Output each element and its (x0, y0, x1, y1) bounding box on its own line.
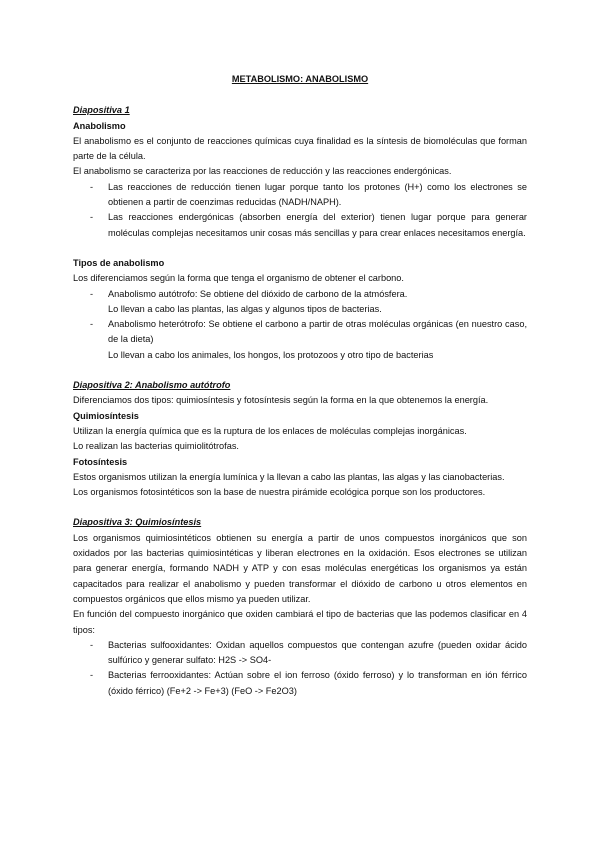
bullet-list (73, 638, 527, 699)
section-heading-diapositiva-2: Diapositiva 2: Anabolismo autótrofo (73, 380, 231, 391)
paragraph: Los organismos quimiosintéticos obtienen su energía a partir de unos compuestos inorgánicos que son oxidados por las bacterias quimiosintéticas y liberan electrones en la oxidación. Esos electrones se utilizan para generar energía, formando NADH y ATP y con esas moléculas energéticas los organismos ya están capacitados para realizar el anabolismo y pueden transformar el dióxido de carbono u otros elementos en compuestos orgánicos que ellos mismo ya pueden utilizar. (73, 532, 527, 604)
subheading-anabolismo: Anabolismo (73, 120, 126, 131)
paragraph: Los diferenciamos según la forma que tenga el organismo de obtener el carbono. (73, 273, 404, 284)
paragraph: Utilizan la energía química que es la ruptura de los enlaces de moléculas complejas inorgánicas. (73, 425, 467, 436)
list-item: - Las reacciones de reducción tienen lugar porque tanto los protones (H+) como los electrones se obtienen a partir de coenzimas reducidas (NADH/NAPH). (73, 180, 527, 211)
list-item: - Las reacciones endergónicas (absorben energía del exterior) tienen lugar porque para generar moléculas complejas necesitamos unir cosas más sencillas y para crear enlaces necesitamos energía. (73, 210, 527, 241)
list-item: - Anabolismo autótrofo: Se obtiene del dióxido de carbono de la atmósfera. (73, 287, 527, 302)
paragraph: Los organismos fotosintéticos son la base de nuestra pirámide ecológica porque son los productores. (73, 487, 486, 498)
paragraph: Lo realizan las bacterias quimiolitótrofas. (73, 441, 239, 452)
paragraph: En función del compuesto inorgánico que oxiden cambiará el tipo de bacterias que las podemos clasificar en 4 tipos: (73, 609, 527, 635)
section-heading-diapositiva-1: Diapositiva 1 (73, 105, 130, 116)
section-heading-diapositiva-3: Diapositiva 3: Quimiosíntesis (73, 517, 202, 528)
list-item-continuation: Lo llevan a cabo los animales, los hongos, los protozoos y otro tipo de bacterias (108, 349, 434, 360)
document-title: METABOLISMO: ANABOLISMO (231, 74, 369, 84)
list-item: - Bacterias sulfooxidantes: Oxidan aquellos compuestos que contengan azufre (pueden oxidar ácido sulfúrico y generar sulfato: H2S -> SO4- (73, 638, 527, 669)
list-item: - Bacterias ferrooxidantes: Actúan sobre el ion ferroso (óxido ferroso) y lo transforman en ión férrico (óxido férrico) (Fe+2 -> Fe+3) (FeO -> Fe2O3) (73, 668, 527, 699)
subheading-fotosintesis: Fotosíntesis (73, 456, 128, 467)
paragraph: Estos organismos utilizan la energía lumínica y la llevan a cabo las plantas, las algas y las cianobacterias. (73, 471, 505, 482)
list-item: - Anabolismo heterótrofo: Se obtiene el carbono a partir de otras moléculas orgánicas (en nuestro caso, de la dieta) (73, 317, 527, 348)
subheading-tipos-de-anabolismo: Tipos de anabolismo (73, 257, 165, 268)
paragraph: Diferenciamos dos tipos: quimiosíntesis y fotosíntesis según la forma en la que obtenemos la energía. (73, 395, 489, 406)
paragraph: El anabolismo es el conjunto de reacciones químicas cuya finalidad es la síntesis de biomoléculas que forman parte de la célula. (73, 135, 527, 162)
list-item-continuation: Lo llevan a cabo las plantas, las algas y algunos tipos de bacterias. (108, 303, 382, 314)
bullet-list (73, 180, 527, 241)
document-page (73, 72, 527, 699)
paragraph: El anabolismo se caracteriza por las reacciones de reducción y las reacciones endergónicas. (73, 166, 452, 177)
bullet-list (73, 287, 527, 302)
subheading-quimiosintesis: Quimiosíntesis (73, 410, 139, 421)
bullet-list (73, 317, 527, 348)
